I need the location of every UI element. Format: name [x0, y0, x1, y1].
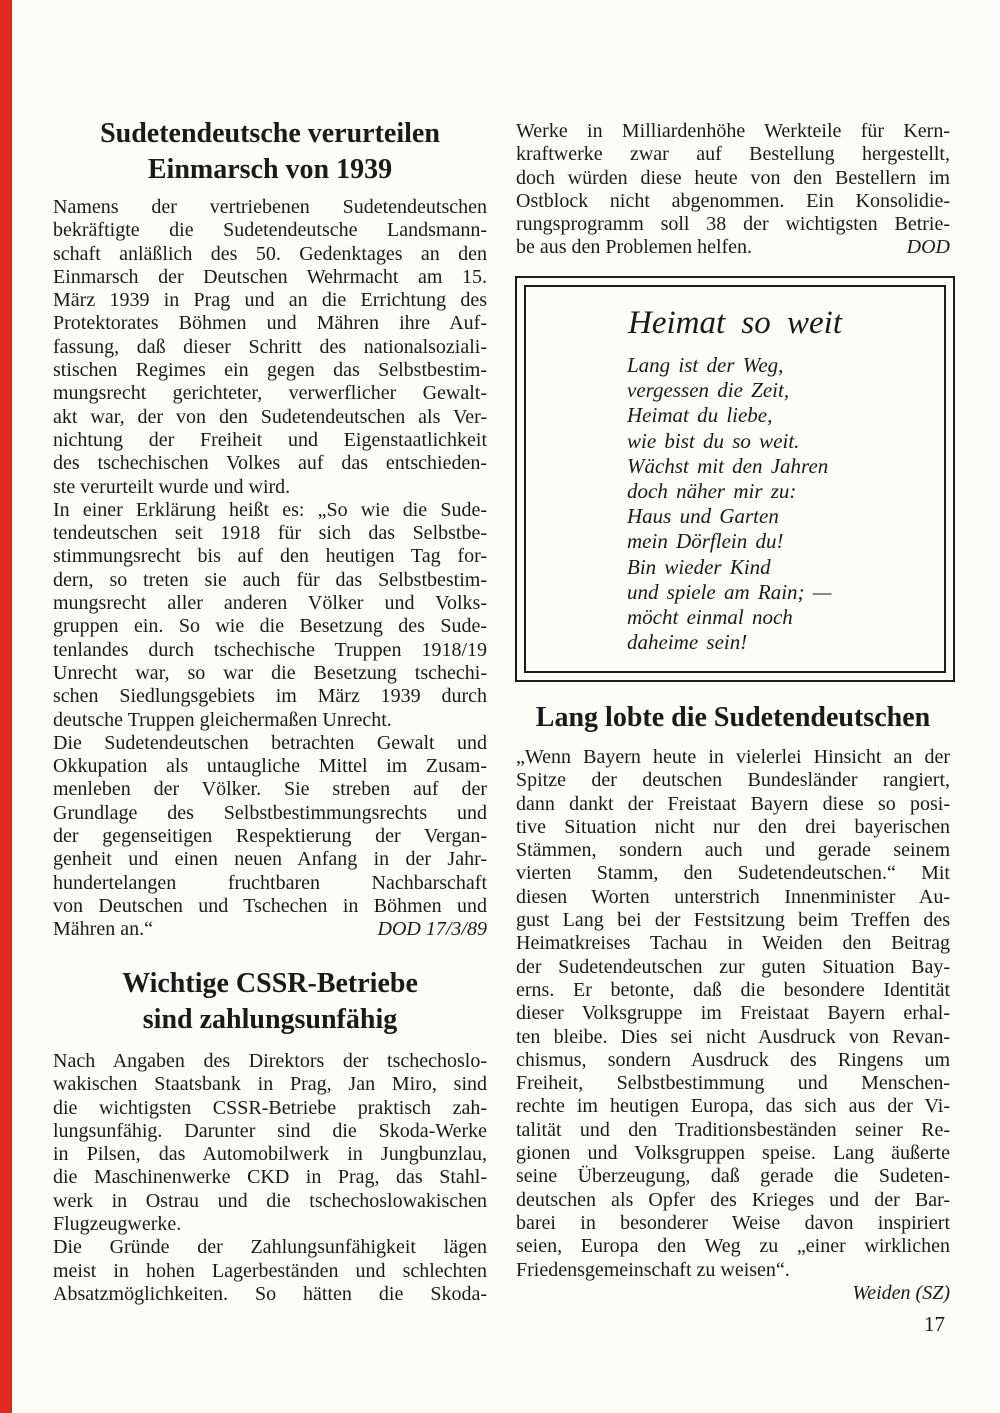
paragraph: Die Gründe der Zahlungsunfähigkeit lägen meist in hohen Lagerbeständen und schlechten Absatzmöglichkeiten. So hätten die Skoda-	[53, 1236, 487, 1305]
signoff-text: be aus den Problemen helfen.	[516, 236, 753, 259]
paragraph: Namens der vertriebenen Sudetendeutschen bekräftigte die Sudetendeutsche Landsmann- schaft anläßlich des 50. Gedenktages an den Einmarsch der Deutschen Wehrmacht am 15. März 1939 in Prag und an die Errichtung des Protektorates Böhmen und Mähren ihre Auf- fassung, daß dieser Schritt des nationalsoziali- stischen Regimes ein gegen das Selbstbestim- mungsrecht gerichteter, verwerflicher Gewalt- akt war, der von den Sudetendeutschen als Ver- nichtung der Freiheit und Eigenstaatlichkeit des tschechischen Volkes auf das entschieden- ste verurteilt wurde und wird.	[53, 196, 487, 498]
poem-lines: Lang ist der Weg, vergessen die Zeit, Heimat du liebe, wie bist du so weit. Wächst mit den Jahren doch näher mir zu: Haus und Garten mein Dörflein du! Bin wieder Kind und spiele am Rain; — möcht einmal noch daheime sein!	[627, 353, 832, 655]
page-edge-accent-bar	[0, 0, 12, 1413]
paragraph: In einer Erklärung heißt es: „So wie die Sude- tendeutschen seit 1918 für sich das Selbstbe- stimmungsrecht bis auf den heutigen Tag for- dern, so treten sie auch für das Selbstbestim- mungsrecht aller anderen Völker und Volks- gruppen ein. So wie die Besetzung des Sude- tenlandes durch tschechische Truppen 1918/19 Unrecht war, so war die Besetzung tschechi- schen Siedlungsgebiets im März 1939 durch deutsche Truppen gleichermaßen Unrecht.	[53, 498, 487, 731]
article1-title: Sudetendeutsche verurteilen Einmarsch von 1939	[100, 118, 440, 185]
paragraph: Werke in Milliardenhöhe Werkteile für Kern- kraftwerke zwar auf Bestellung hergestellt, doch würden diese heute von den Bestellern im Ostblock nicht abgenommen. Ein Konsolidie- rungsprogramm soll 38 der wichtigsten Betrie-	[516, 120, 950, 236]
poem-title: Heimat so weit	[628, 305, 842, 341]
signoff-text: Mähren an.“	[53, 918, 153, 941]
attribution: Weiden (SZ)	[852, 1281, 950, 1304]
signoff-line	[516, 236, 950, 259]
article2-title: Wichtige CSSR-Betriebe sind zahlungsunfähig	[122, 968, 418, 1035]
page-number: 17	[924, 1312, 945, 1336]
paragraph: Die Sudetendeutschen betrachten Gewalt und Okkupation als untaugliche Mittel im Zusam- menleben der Völker. Sie streben auf der Grundlage des Selbstbestimmungsrechts und der gegenseitigen Respektierung der Vergan- genheit und einen neuen Anfang in der Jahr- hundertelangen fruchtbaren Nachbarschaft von Deutschen und Tschechen in Böhmen und	[53, 731, 487, 917]
signoff-line	[53, 918, 487, 941]
poem-box	[515, 276, 955, 682]
attribution-line	[516, 1282, 950, 1305]
article3-title: Lang lobte die Sudetendeutschen	[535, 702, 931, 733]
paragraph: Nach Angaben des Direktors der tschechoslo- wakischen Staatsbank in Prag, Jan Miro, sind die wichtigsten CSSR-Betriebe praktisch zah- lungsunfähig. Darunter sind die Skoda-Werke in Pilsen, das Automobilwerk in Jungbunzlau, die Maschinenwerke CKD in Prag, das Stahl- werk in Ostrau und die tschechoslowakischen Flugzeugwerke.	[53, 1050, 487, 1236]
attribution: DOD 17/3/89	[377, 918, 487, 941]
article3-body	[516, 746, 950, 1305]
poem-box-inner-frame	[524, 285, 946, 673]
continuation-body	[516, 120, 950, 260]
attribution: DOD	[906, 236, 950, 259]
article1-body	[53, 196, 487, 942]
paragraph: „Wenn Bayern heute in vielerlei Hinsicht an der Spitze der deutschen Bundesländer rangiert, dann dankt der Freistaat Bayern diese so posi- tive Situation nicht nur den drei bayerischen Stämmen, sondern auch und gerade seinem vierten Stamm, den Sudetendeutschen.“ Mit diesen Worten unterstrich Innenminister Au- gust Lang bei der Festsitzung beim Treffen des Heimatkreises Tachau in Weiden den Beitrag der Sudetendeutschen zur guten Situation Bay- erns. Er betonte, daß die besondere Identität dieser Volksgruppe im Freistaat Bayern erhal- ten bleibe. Dies sei nicht Ausdruck von Revan- chismus, sondern Ausdruck des Ringens um Freiheit, Selbstbestimmung und Menschen- rechte im heutigen Europa, das sich aus der Vi- talität und den Traditionsbeständen seiner Re- gionen und Volksgruppen speise. Lang äußerte seine Überzeugung, daß gerade die Sudeten- deutschen als Opfer des Krieges und der Bar- barei in besonderer Weise davon inspiriert seien, Europa den Weg zu „einer wirklichen Friedensgemeinschaft zu weisen“.	[516, 746, 950, 1281]
article2-body	[53, 1050, 487, 1306]
